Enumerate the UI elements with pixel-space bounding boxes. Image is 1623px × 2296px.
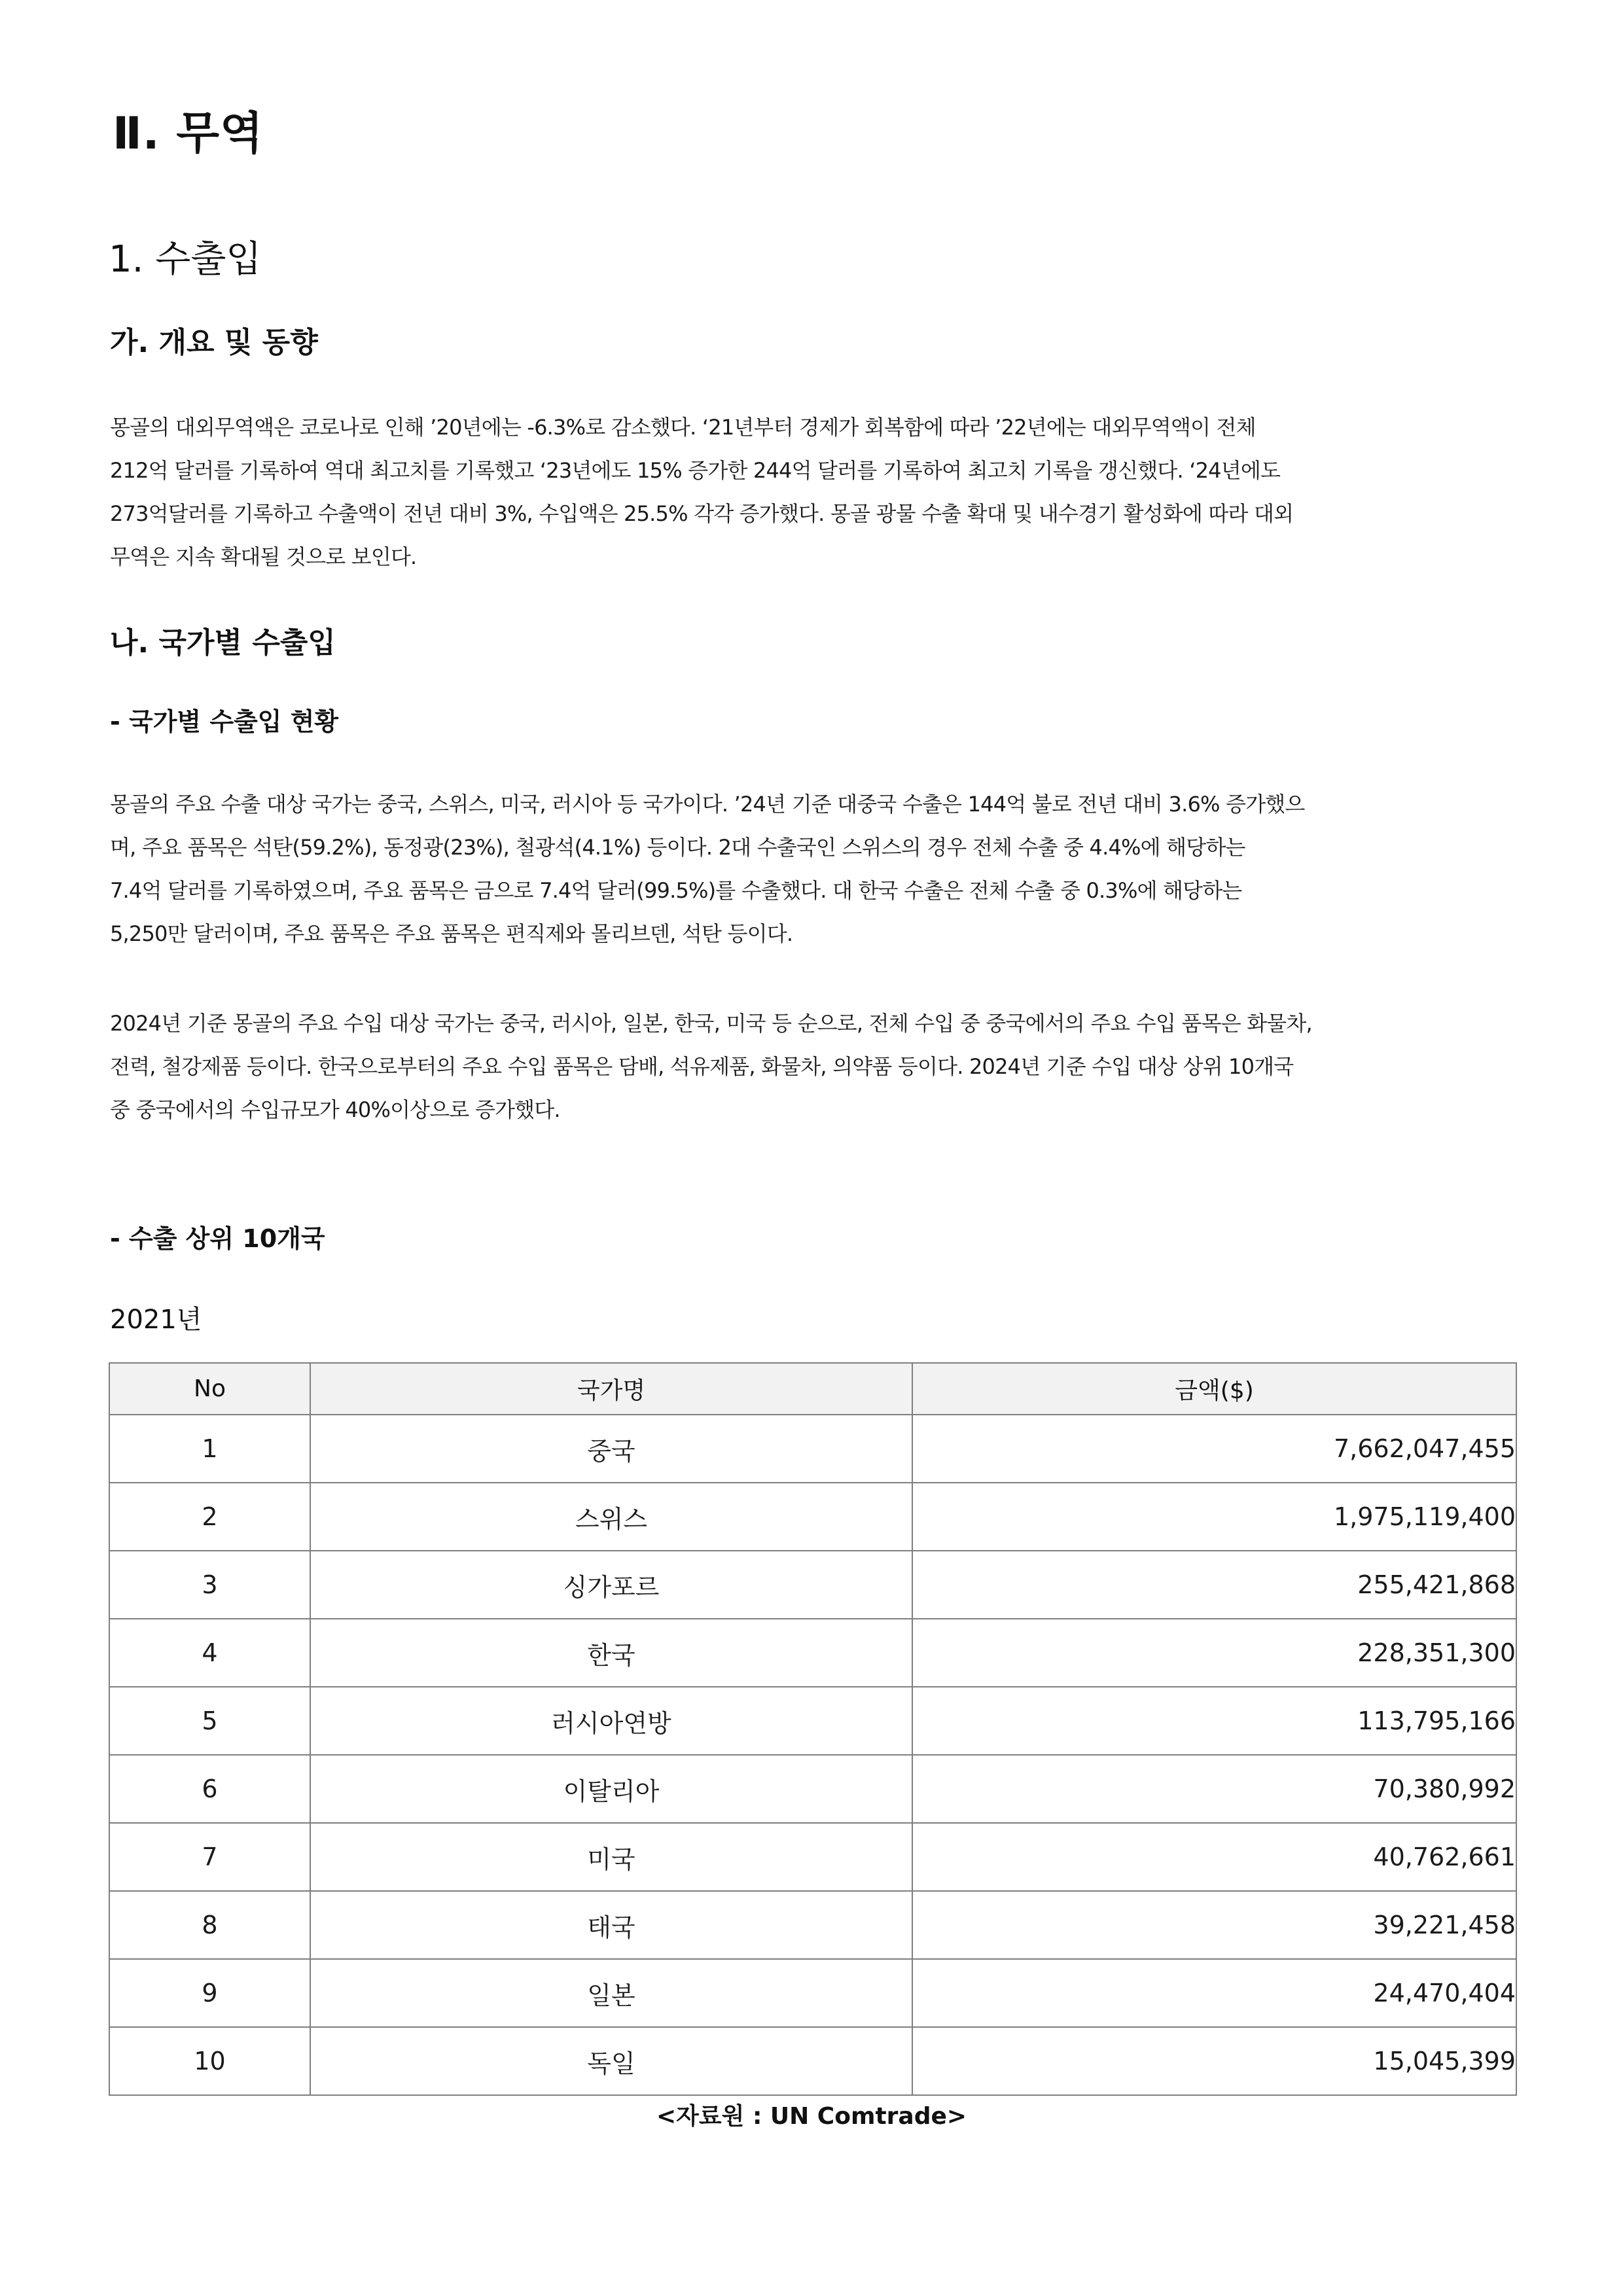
paragraph-line: 몽골의 주요 수출 대상 국가는 중국, 스위스, 미국, 러시아 등 국가이다. ’24년 기준 대중국 수출은 144억 불로 전년 대비 3.6% 증가했으 [110, 792, 1305, 817]
table-row [109, 1959, 1516, 2027]
row-amount: 1,975,119,400 [912, 1483, 1516, 1551]
by-country-title: 나. 국가별 수출입 [110, 626, 336, 660]
year-label: 2021년 [110, 1305, 202, 1335]
row-country: 러시아연방 [310, 1687, 912, 1755]
row-country: 한국 [310, 1619, 912, 1687]
row-no: 2 [109, 1483, 310, 1551]
row-amount: 40,762,661 [912, 1823, 1516, 1891]
row-country: 미국 [310, 1823, 912, 1891]
row-amount: 228,351,300 [912, 1619, 1516, 1687]
row-no: 4 [109, 1619, 310, 1687]
overview-title: 가. 개요 및 동향 [110, 326, 318, 359]
row-amount: 24,470,404 [912, 1959, 1516, 2027]
paragraph-line: 며, 주요 품목은 석탄(59.2%), 동정광(23%), 철광석(4.1%) 등이다. 2대 수출국인 스위스의 경우 전체 수출 중 4.4%에 해당하는 [110, 835, 1245, 860]
row-no: 10 [109, 2027, 310, 2095]
header-amount: 금액($) [912, 1363, 1516, 1415]
row-country: 일본 [310, 1959, 912, 2027]
table-row [109, 2027, 1516, 2095]
table-row [109, 1891, 1516, 1959]
source-caption: <자료원 : UN Comtrade> [656, 2103, 967, 2130]
paragraph-line: 무역은 지속 확대될 것으로 보인다. [110, 544, 417, 569]
row-amount: 255,421,868 [912, 1551, 1516, 1619]
row-country: 스위스 [310, 1483, 912, 1551]
export-top10-table [109, 1362, 1517, 2096]
paragraph-line: 212억 달러를 기록하여 역대 최고치를 기록했고 ‘23년에도 15% 증가한 244억 달러를 기록하여 최고치 기록을 갱신했다. ‘24년에도 [110, 458, 1281, 483]
table-row [109, 1483, 1516, 1551]
table-row [109, 1415, 1516, 1483]
row-no: 9 [109, 1959, 310, 2027]
row-country: 싱가포르 [310, 1551, 912, 1619]
import-paragraph [110, 1002, 1524, 1131]
paragraph-line: 중 중국에서의 수입규모가 40%이상으로 증가했다. [110, 1097, 560, 1122]
row-no: 1 [109, 1415, 310, 1483]
row-country: 태국 [310, 1891, 912, 1959]
row-amount: 15,045,399 [912, 2027, 1516, 2095]
row-amount: 113,795,166 [912, 1687, 1516, 1755]
row-no: 8 [109, 1891, 310, 1959]
paragraph-line: 273억달러를 기록하고 수출액이 전년 대비 3%, 수입액은 25.5% 각각 증가했다. 몽골 광물 수출 확대 및 내수경기 활성화에 따라 대외 [110, 501, 1294, 526]
table-row [109, 1823, 1516, 1891]
section-title: 1. 수출입 [109, 238, 262, 281]
row-amount: 70,380,992 [912, 1755, 1516, 1823]
paragraph-line: 전력, 철강제품 등이다. 한국으로부터의 주요 수입 품목은 담배, 석유제품, 화물차, 의약품 등이다. 2024년 기준 수입 대상 상위 10개국 [110, 1054, 1294, 1079]
overview-paragraph [110, 406, 1524, 578]
export-table-container [109, 1362, 1516, 2096]
row-no: 7 [109, 1823, 310, 1891]
table-row [109, 1619, 1516, 1687]
paragraph-line: 7.4억 달러를 기록하였으며, 주요 품목은 금으로 7.4억 달러(99.5%)를 수출했다. 대 한국 수출은 전체 수출 중 0.3%에 해당하는 [110, 878, 1242, 903]
table-header-row [109, 1363, 1516, 1415]
row-no: 6 [109, 1755, 310, 1823]
header-country: 국가명 [310, 1363, 912, 1415]
row-amount: 39,221,458 [912, 1891, 1516, 1959]
row-no: 5 [109, 1687, 310, 1755]
status-title: - 국가별 수출입 현황 [110, 707, 339, 736]
table-row [109, 1687, 1516, 1755]
top10-title: - 수출 상위 10개국 [110, 1224, 325, 1253]
row-country: 중국 [310, 1415, 912, 1483]
header-no: No [109, 1363, 310, 1415]
row-country: 독일 [310, 2027, 912, 2095]
chapter-title: Ⅱ. 무역 [113, 108, 264, 160]
row-no: 3 [109, 1551, 310, 1619]
row-amount: 7,662,047,455 [912, 1415, 1516, 1483]
export-paragraph [110, 783, 1524, 955]
paragraph-line: 몽골의 대외무역액은 코로나로 인해 ’20년에는 -6.3%로 감소했다. ‘21년부터 경제가 회복함에 따라 ’22년에는 대외무역액이 전체 [110, 415, 1256, 440]
paragraph-line: 5,250만 달러이며, 주요 품목은 주요 품목은 편직제와 몰리브덴, 석탄 등이다. [110, 921, 793, 946]
row-country: 이탈리아 [310, 1755, 912, 1823]
table-row [109, 1755, 1516, 1823]
paragraph-line: 2024년 기준 몽골의 주요 수입 대상 국가는 중국, 러시아, 일본, 한국, 미국 등 순으로, 전체 수입 중 중국에서의 주요 수입 품목은 화물차, [110, 1011, 1312, 1036]
table-row [109, 1551, 1516, 1619]
